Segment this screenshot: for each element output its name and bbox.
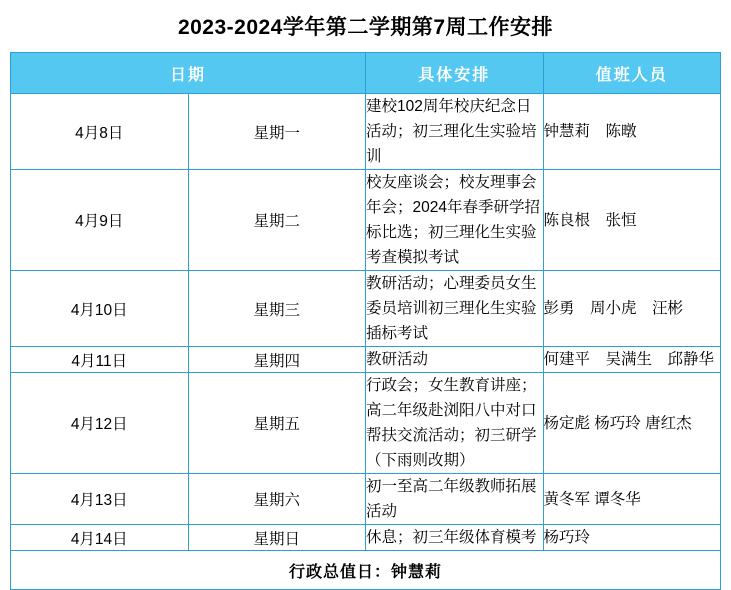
- cell-date: 4月10日: [11, 271, 189, 347]
- cell-weekday: 星期三: [188, 271, 366, 347]
- page-title: 2023-2024学年第二学期第7周工作安排: [177, 16, 554, 39]
- cell-weekday: 星期日: [188, 525, 366, 551]
- table-row: [11, 373, 721, 474]
- column-header-duty: 值班人员: [543, 53, 721, 94]
- weekly-schedule-table: [10, 52, 721, 590]
- cell-detail: 校友座谈会；校友理事会年会；2024年春季研学招标比选；初三理化生实验考查模拟考试: [366, 170, 544, 271]
- cell-date: 4月8日: [11, 94, 189, 170]
- cell-duty: 钟慧莉 陈暾: [543, 94, 721, 170]
- cell-detail: 建校102周年校庆纪念日活动；初三理化生实验培训: [366, 94, 544, 170]
- cell-date: 4月13日: [11, 474, 189, 525]
- table-row: [11, 525, 721, 551]
- table-header-row: [11, 53, 721, 94]
- cell-weekday: 星期二: [188, 170, 366, 271]
- table-row: [11, 271, 721, 347]
- cell-duty: 何建平 吴满生 邱静华: [543, 347, 721, 373]
- cell-detail: 教研活动；心理委员女生委员培训初三理化生实验插标考试: [366, 271, 544, 347]
- cell-date: 4月9日: [11, 170, 189, 271]
- cell-weekday: 星期四: [188, 347, 366, 373]
- table-footer-row: [11, 551, 721, 590]
- cell-weekday: 星期六: [188, 474, 366, 525]
- cell-detail: 行政会；女生教育讲座；高二年级赴浏阳八中对口帮扶交流活动；初三研学（下雨则改期）: [366, 373, 544, 474]
- footer-duty-summary: 行政总值日：钟慧莉: [11, 551, 721, 590]
- table-header: [11, 53, 721, 94]
- table-footer: [11, 551, 721, 590]
- cell-duty: 杨定彪 杨巧玲 唐红杰: [543, 373, 721, 474]
- table-row: [11, 94, 721, 170]
- cell-detail: 初一至高二年级教师拓展活动: [366, 474, 544, 525]
- table-row: [11, 170, 721, 271]
- cell-duty: 彭勇 周小虎 汪彬: [543, 271, 721, 347]
- column-header-date: 日期: [11, 53, 366, 94]
- cell-duty: 陈良根 张恒: [543, 170, 721, 271]
- cell-duty: 黄冬军 谭冬华: [543, 474, 721, 525]
- cell-date: 4月11日: [11, 347, 189, 373]
- table-row: [11, 474, 721, 525]
- cell-date: 4月12日: [11, 373, 189, 474]
- cell-weekday: 星期一: [188, 94, 366, 170]
- cell-duty: 杨巧玲: [543, 525, 721, 551]
- cell-weekday: 星期五: [188, 373, 366, 474]
- cell-detail: 教研活动: [366, 347, 544, 373]
- cell-detail: 休息；初三年级体育模考: [366, 525, 544, 551]
- column-header-detail: 具体安排: [366, 53, 544, 94]
- table-body: [11, 94, 721, 551]
- cell-date: 4月14日: [11, 525, 189, 551]
- table-row: [11, 347, 721, 373]
